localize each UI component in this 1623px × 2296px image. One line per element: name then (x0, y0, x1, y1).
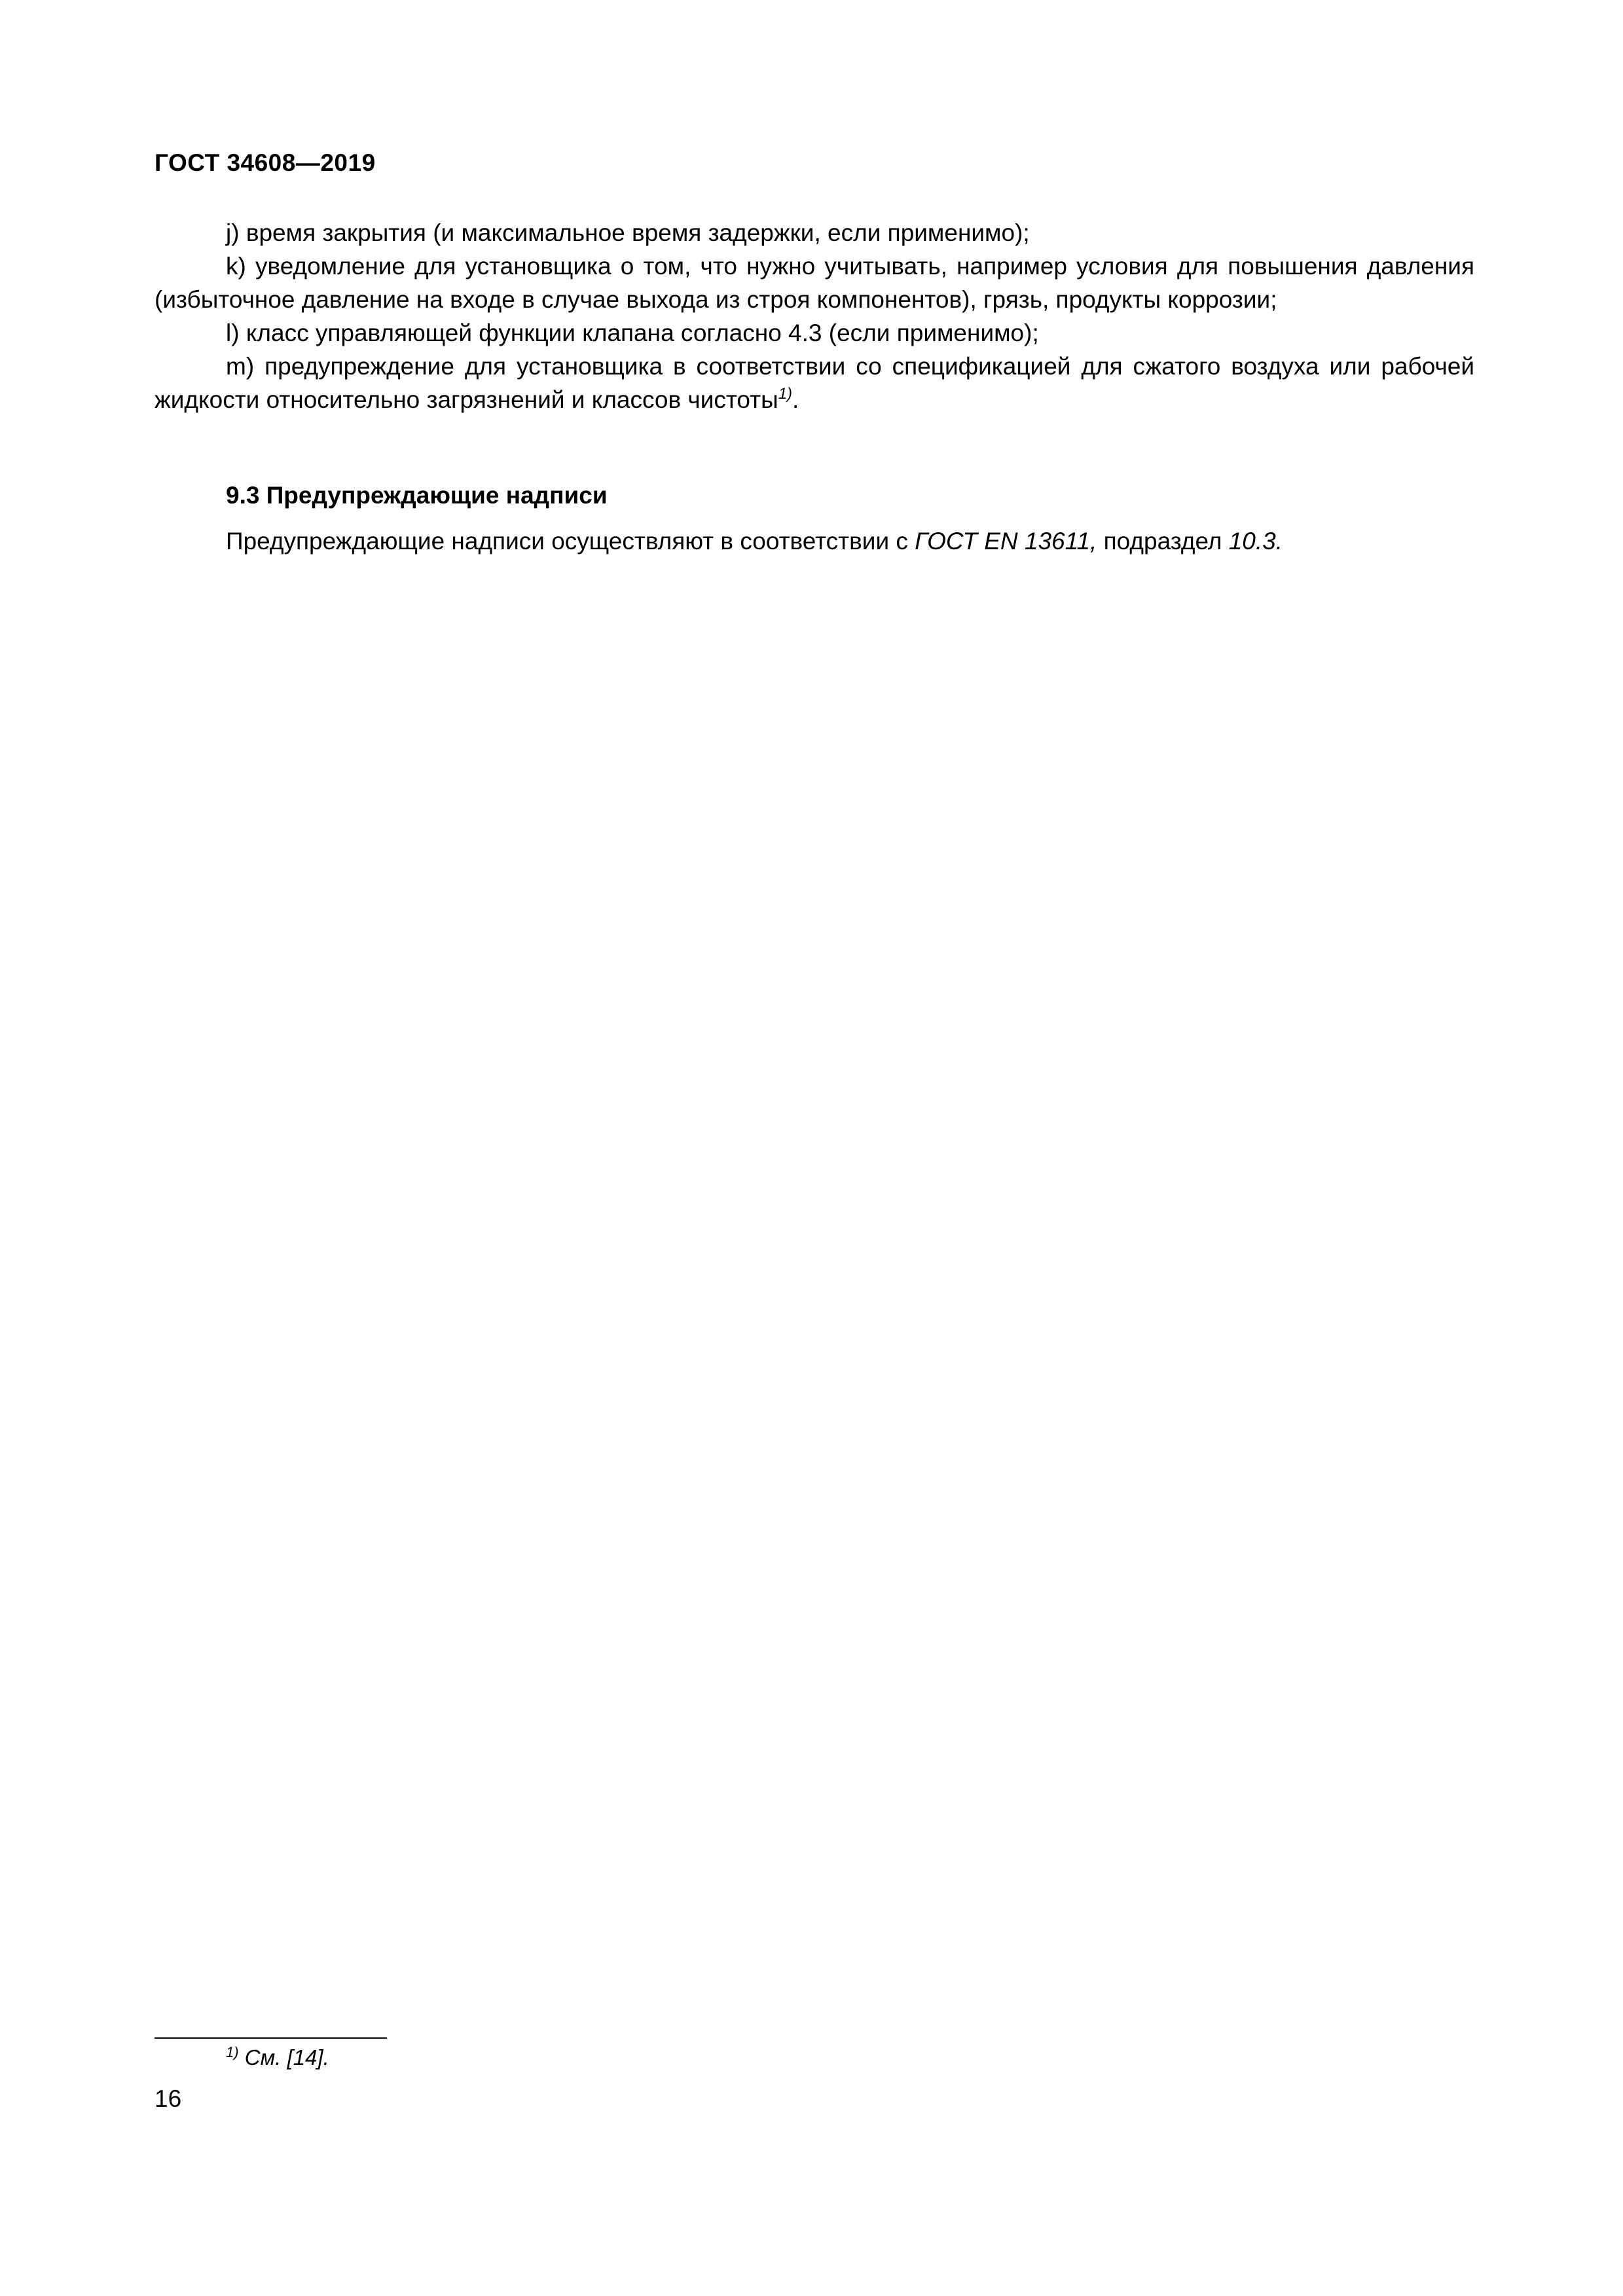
footnote-text: См. [14]. (238, 2045, 329, 2069)
subsection-reference: 10.3. (1228, 528, 1283, 555)
list-item-m-text: m) предупреждение для установщика в соответствии со спецификацией для сжатого воздуха или рабочей жидкости относительно загрязнений и классов чистоты (155, 353, 1474, 413)
list-item-m (155, 350, 1474, 416)
footnote-divider (155, 2037, 387, 2039)
section-text-middle: подраздел (1097, 528, 1229, 555)
document-header: ГОСТ 34608—2019 (155, 149, 376, 176)
section-paragraph (226, 528, 1283, 555)
list-item-l: l) класс управляющей функции клапана согласно 4.3 (если применимо); (226, 319, 1039, 346)
section-heading: 9.3 Предупреждающие надписи (226, 482, 608, 509)
page-number: 16 (155, 2085, 182, 2112)
list-block (155, 216, 1474, 416)
footnote-mark: 1) (226, 2044, 239, 2060)
list-item-m-tail: . (792, 386, 799, 413)
standard-reference: ГОСТ EN 13611, (915, 528, 1097, 555)
list-item-k: k) уведомление для установщика о том, что нужно учитывать, например условия для повышения давления (избыточное давление на входе в случае выхода из строя компонентов), грязь, продукты коррозии; (155, 253, 1474, 313)
section-text-before: Предупреждающие надписи осуществляют в соответствии с (226, 528, 915, 555)
footnote-reference[interactable]: 1) (778, 385, 793, 403)
footnote (226, 2045, 329, 2070)
list-item-j: j) время закрытия (и максимальное время задержки, если применимо); (226, 219, 1030, 246)
